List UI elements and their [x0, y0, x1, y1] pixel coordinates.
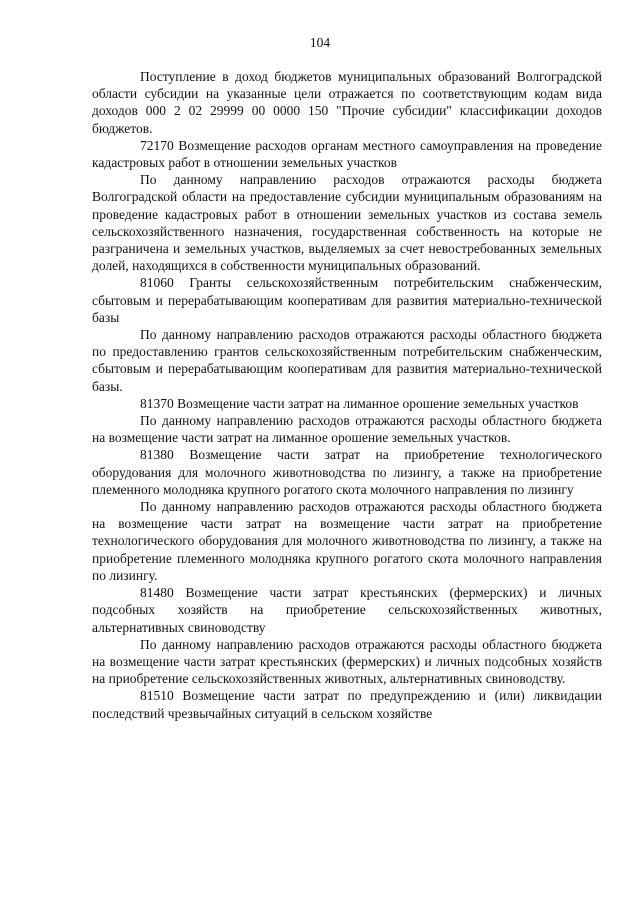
paragraph-81060-description: По данному направлению расходов отражаются расходы областного бюджета по предоставлению грантов сельскохозяйственным потребительским снабженческим, сбытовым и перерабатывающим кооперативам для развития материально-технической базы. — [92, 327, 602, 394]
document-body — [92, 68, 602, 722]
paragraph-81380-description: По данному направлению расходов отражаются расходы областного бюджета на возмещение части затрат на возмещение части затрат на приобретение технологического оборудования для молочного животноводства по лизингу, а также на приобретение племенного молодняка крупного рогатого скота молочного направления по лизингу. — [92, 499, 602, 583]
heading-72170: 72170 Возмещение расходов органам местного самоуправления на проведение кадастровых работ в отношении земельных участков — [92, 137, 602, 171]
heading-81480: 81480 Возмещение части затрат крестьянских (фермерских) и личных подсобных хозяйств на приобретение сельскохозяйственных животных, альтернативных свиноводству — [92, 585, 602, 635]
heading-81370: 81370 Возмещение части затрат на лиманное орошение земельных участков — [140, 395, 579, 411]
paragraph-81480-description: По данному направлению расходов отражаются расходы областного бюджета на возмещение части затрат крестьянских (фермерских) и личных подсобных хозяйств на приобретение сельскохозяйственных животных, альтернативных свиноводству. — [92, 636, 602, 687]
heading-81510: 81510 Возмещение части затрат по предупреждению и (или) ликвидации последствий чрезвычайных ситуаций в сельском хозяйстве — [92, 688, 602, 721]
paragraph-72170-description: По данному направлению расходов отражаются расходы бюджета Волгоградской области на предоставление субсидии муниципальным образованиям на проведение кадастровых работ в отношении земельных участков из состава земель сельскохозяйственного назначения, государственная собственность на которые не разграничена и земельных участков, выделяемых за счет невостребованных земельных долей, находящихся в собственности муниципальных образований. — [92, 172, 602, 274]
heading-81380: 81380 Возмещение части затрат на приобретение технологического оборудования для молочного животноводства по лизингу, а также на приобретение племенного молодняка крупного рогатого скота молочного направления по лизингу — [92, 447, 602, 497]
paragraph-subsidy-receipt: Поступление в доход бюджетов муниципальных образований Волгоградской области субсидии на указанные цели отражается по соответствующим кодам вида доходов 000 2 02 29999 00 0000 150 "Прочие субсидии" классификации доходов бюджетов. — [92, 69, 602, 136]
heading-81060: 81060 Гранты сельскохозяйственным потребительским снабженческим, сбытовым и перерабатывающим кооперативам для развития материально-технической базы — [92, 275, 602, 325]
page-number: 104 — [309, 35, 331, 50]
paragraph-81370-description: По данному направлению расходов отражаются расходы областного бюджета на возмещение части затрат на лиманное орошение земельных участков. — [92, 413, 602, 446]
